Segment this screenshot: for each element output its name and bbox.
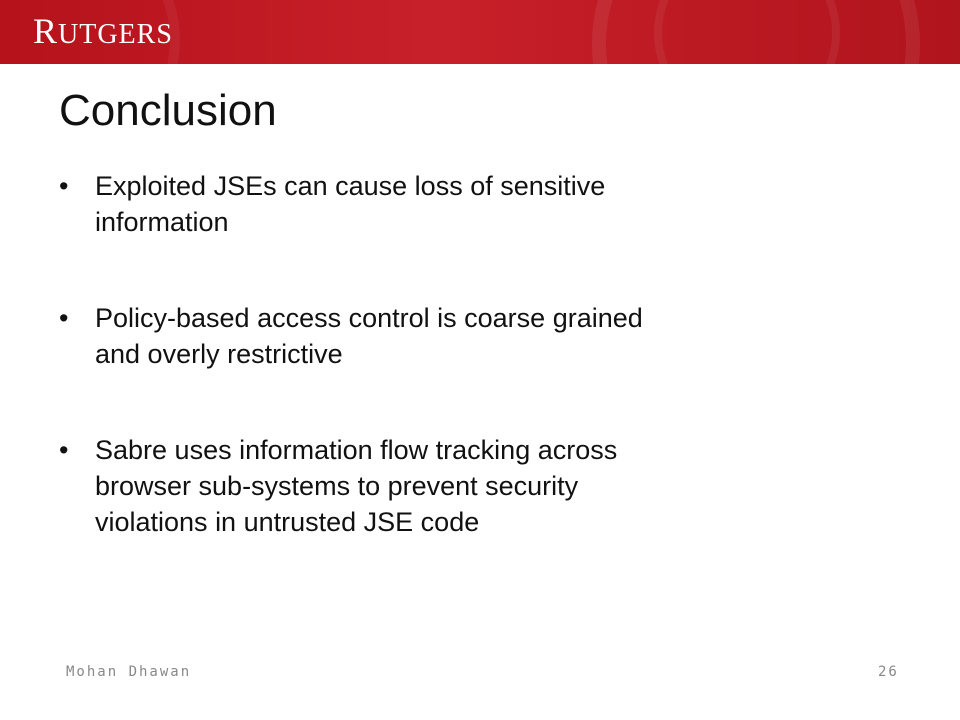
bullet-line: and overly restrictive <box>95 339 343 369</box>
header-bar <box>0 0 960 64</box>
bullet-line: Policy-based access control is coarse grained <box>95 303 643 333</box>
page-number: 26 <box>878 664 899 680</box>
bullet-list <box>59 168 879 540</box>
bullet-dot: • <box>59 435 69 465</box>
bullet-line: Sabre uses information flow tracking across <box>95 435 618 465</box>
bullet-dot: • <box>59 303 69 333</box>
bullet-item <box>59 300 879 372</box>
bullet-line: Exploited JSEs can cause loss of sensitive <box>95 171 606 201</box>
rutgers-logo: RUTGERS <box>33 11 173 51</box>
bullet-item <box>59 168 879 240</box>
footer-author: Mohan Dhawan <box>66 664 192 680</box>
bullet-line: browser sub-systems to prevent security <box>95 471 579 501</box>
bullet-dot: • <box>59 171 69 201</box>
bullet-item <box>59 432 879 540</box>
seal-watermark-inner <box>654 0 840 64</box>
bullet-line: information <box>95 207 229 237</box>
bullet-line: violations in untrusted JSE code <box>95 507 480 537</box>
slide-title: Conclusion <box>59 86 277 135</box>
